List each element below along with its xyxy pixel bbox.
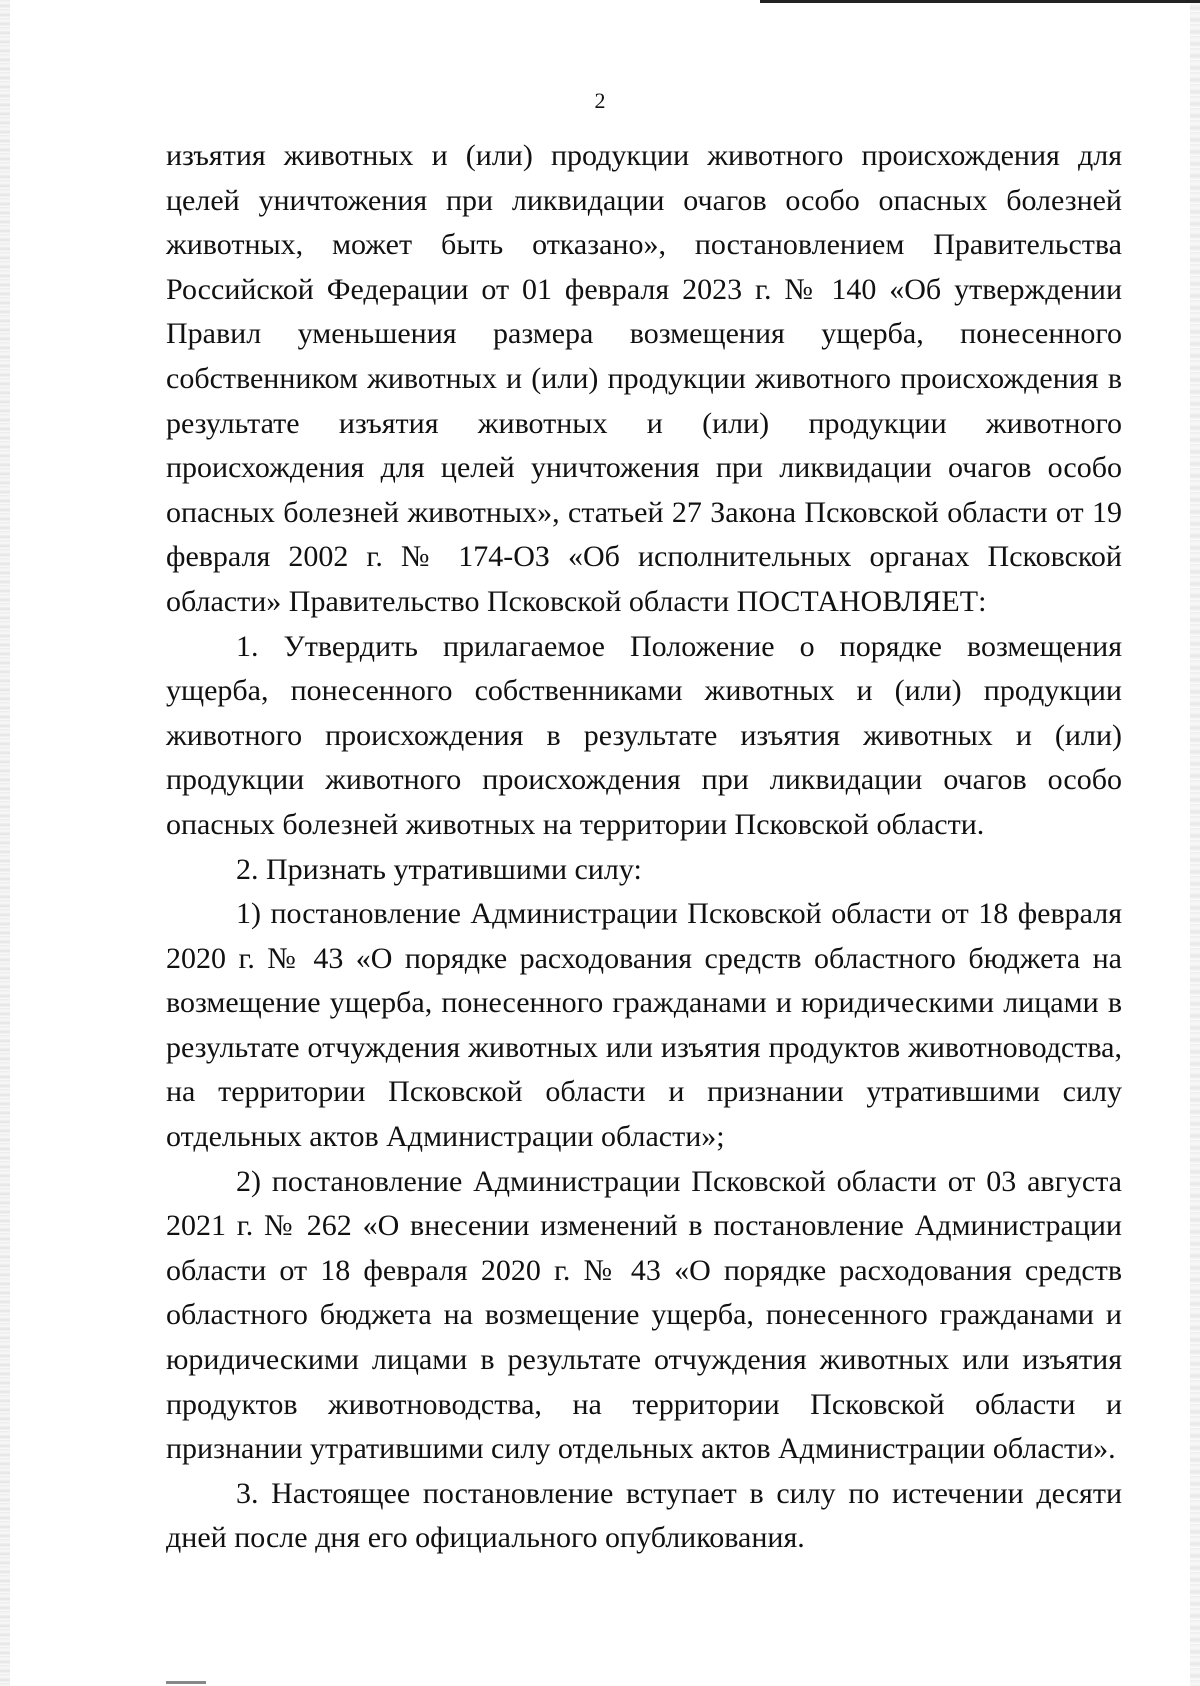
paragraph-item-2-subitem-1: 1) постановление Администрации Псковской области от 18 февраля 2020 г. № 43 «О порядке расходования средств областного бюджета на возмещение ущерба, понесенного гражданами и юридическими лицами в результате отчуждения животных или изъятия продуктов животноводства, на территории Псковской области и признании утратившими силу отдельных актов Администрации области»; bbox=[166, 897, 1122, 1154]
paragraph-item-1-approve: 1. Утвердить прилагаемое Положение о порядке возмещения ущерба, понесенного собственниками животных и (или) продукции животного происхождения в результате изъятия животных и (или) продукции животного происхождения при ликвидации очагов особо опасных болезней животных на территории Псковской области. bbox=[166, 629, 1122, 841]
paragraph-item-3-effective: 3. Настоящее постановление вступает в силу по истечении десяти дней после дня его официального опубликования. bbox=[166, 1476, 1122, 1555]
scan-edge-right bbox=[1190, 0, 1200, 1686]
document-body bbox=[166, 134, 1122, 1561]
top-rule-line bbox=[760, 0, 1200, 3]
page-number: 2 bbox=[594, 88, 606, 113]
paragraph-item-2-repeal: 2. Признать утратившими силу: bbox=[236, 852, 642, 886]
paragraph-preamble-continuation: изъятия животных и (или) продукции животного происхождения для целей уничтожения при ликвидации очагов особо опасных болезней животных, может быть отказано», постановлением Правительства Российской Федерации от 01 февраля 2023 г. № 140 «Об утверждении Правил уменьшения размера возмещения ущерба, понесенного собственником животных и (или) продукции животного происхождения в результате изъятия животных и (или) продукции животного происхождения для целей уничтожения при ликвидации очагов особо опасных болезней животных», статьей 27 Закона Псковской области от 19 февраля 2002 г. № 174-ОЗ «Об исполнительных органах Псковской области» Правительство Псковской области ПОСТАНОВЛЯЕТ: bbox=[166, 139, 1122, 618]
footer-mark bbox=[166, 1681, 206, 1684]
scan-edge-left bbox=[0, 0, 10, 1686]
paragraph-item-2-subitem-2: 2) постановление Администрации Псковской области от 03 августа 2021 г. № 262 «О внесении изменений в постановление Администрации области от 18 февраля 2020 г. № 43 «О порядке расходования средств областного бюджета на возмещение ущерба, понесенного гражданами и юридическими лицами в результате отчуждения животных или изъятия продуктов животноводства, на территории Псковской области и признании утратившими силу отдельных актов Администрации области». bbox=[166, 1164, 1122, 1466]
